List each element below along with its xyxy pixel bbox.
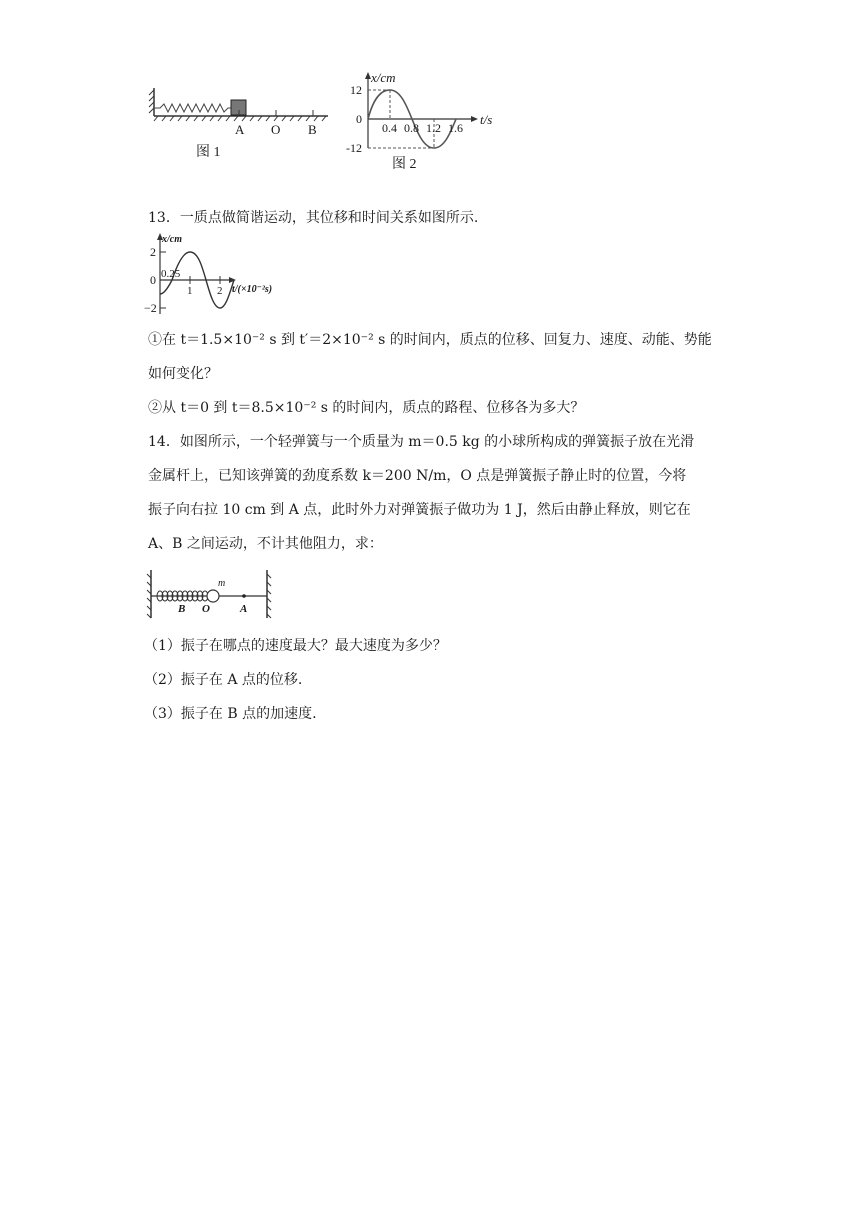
figure-1-caption: 图 1 <box>196 145 221 160</box>
q13-part2: ②从 t＝0 到 t＝8.5×10⁻² s 的时间内，质点的路程、位移各为多大？ <box>148 400 585 416</box>
q13-stem: 13．一质点做简谐运动，其位移和时间关系如图所示. <box>148 210 479 226</box>
spring <box>154 104 231 112</box>
label-o-14: O <box>202 603 210 615</box>
figure-14-diagram <box>146 566 276 622</box>
figure-13-graph <box>144 232 284 316</box>
label-o: O <box>271 122 281 137</box>
x-tick-0.4: 0.4 <box>382 121 397 135</box>
x-axis-label: t/s <box>480 112 493 127</box>
label-m: m <box>218 578 226 589</box>
figure-2-graph <box>340 70 510 176</box>
x-tick-1: 1 <box>187 285 193 297</box>
q14-stem-line1: 14．如图所示，一个轻弹簧与一个质量为 m＝0.5 kg 的小球所构成的弹簧振子放在光滑 <box>148 434 695 450</box>
q13-part1-line1: ①在 t＝1.5×10⁻² s 到 t′＝2×10⁻² s 的时间内，质点的位移、回复力、速度、动能、势能 <box>148 332 712 348</box>
q14-sub3: （3）振子在 B 点的加速度. <box>144 706 317 722</box>
x-tick-0.8: 0.8 <box>404 121 419 135</box>
y-tick-0-13: 0 <box>150 273 156 287</box>
y-tick-12: 12 <box>350 83 362 97</box>
y-tick-0: 0 <box>356 112 362 126</box>
q14-stem-line3: 振子向右拉 10 cm 到 A 点，此时外力对弹簧振子做功为 1 J，然后由静止释放，则它在 <box>148 502 691 518</box>
x-tick-1.6: 1.6 <box>448 121 463 135</box>
x-axis-label-13: t/(×10⁻²s) <box>232 284 273 295</box>
label-a-14: A <box>240 603 248 615</box>
label-b-14: B <box>178 603 186 615</box>
figure-1-diagram <box>148 86 333 166</box>
q14-stem-line2: 金属杆上，已知该弹簧的劲度系数 k＝200 N/m，O 点是弹簧振子静止时的位置，今将 <box>148 468 687 484</box>
ball <box>207 590 219 602</box>
x-tick-1.2: 1.2 <box>426 121 441 135</box>
q14-sub1: （1）振子在哪点的速度最大？最大速度为多少？ <box>144 638 447 654</box>
y-tick-2: 2 <box>150 245 156 259</box>
figure-2-caption: 图 2 <box>392 157 417 172</box>
q14-sub2: （2）振子在 A 点的位移. <box>144 672 303 688</box>
x-tick-0.25: 0.25 <box>161 268 181 280</box>
y-axis-label-13: x/cm <box>162 234 182 245</box>
label-b: B <box>308 122 317 137</box>
y-tick-minus12: -12 <box>346 141 362 155</box>
q13-part1-line2: 如何变化？ <box>148 366 218 382</box>
label-a: A <box>235 122 245 137</box>
y-tick-minus2: −2 <box>144 301 157 315</box>
x-tick-2: 2 <box>217 285 223 297</box>
y-axis-label: x/cm <box>371 70 396 85</box>
q14-stem-line4: A、B 之间运动，不计其他阻力，求： <box>148 536 383 552</box>
